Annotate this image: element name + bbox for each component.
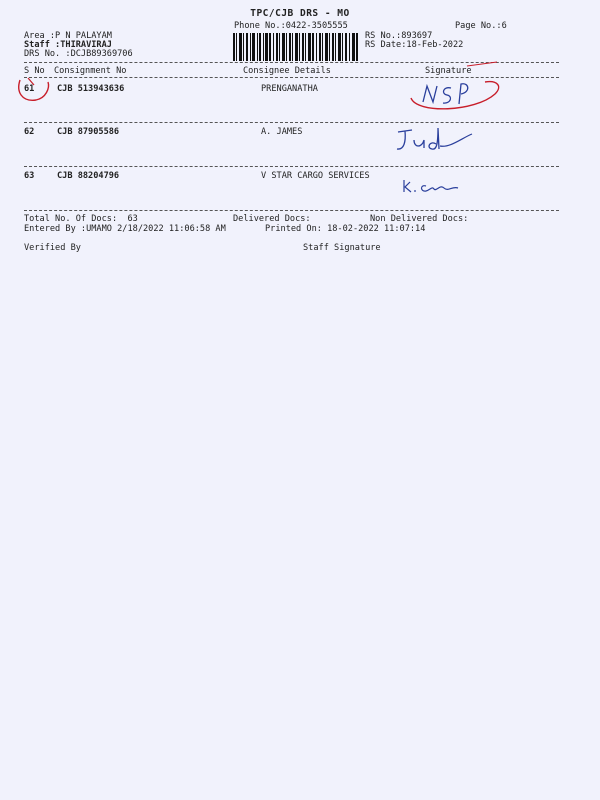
- row-sno: 62: [24, 127, 35, 137]
- signature-jud: [392, 122, 476, 158]
- page-number: Page No.:6: [455, 21, 507, 31]
- total-docs: Total No. Of Docs: 63: [24, 214, 138, 224]
- row-consignment: CJB 513943636: [57, 84, 125, 94]
- rs-number: RS No.:893697: [365, 31, 433, 41]
- row-consignee: PRENGANATHA: [261, 84, 318, 94]
- delivered-docs: Delivered Docs:: [233, 214, 311, 224]
- non-delivered-docs: Non Delivered Docs:: [370, 214, 469, 224]
- signature-nsp: [405, 58, 505, 116]
- staff-signature: Staff Signature: [303, 243, 381, 253]
- col-consignment: Consignment No: [54, 66, 127, 76]
- verified-by: Verified By: [24, 243, 81, 253]
- row-consignment: CJB 87905586: [57, 127, 120, 137]
- divider: [24, 122, 559, 123]
- col-signature: Signature: [425, 66, 472, 76]
- staff-label: Staff :THIRAVIRAJ: [24, 40, 112, 50]
- signature-kca: [400, 176, 464, 198]
- col-s-no: S No: [24, 66, 45, 76]
- printed-on: Printed On: 18-02-2022 11:07:14: [265, 224, 426, 234]
- row-consignee: A. JAMES: [261, 127, 303, 137]
- row-consignment: CJB 88204796: [57, 171, 120, 181]
- divider: [24, 166, 559, 167]
- barcode: [233, 33, 358, 61]
- document-title: TPC/CJB DRS - MO: [250, 8, 350, 19]
- rs-date: RS Date:18-Feb-2022: [365, 40, 464, 50]
- row-sno: 63: [24, 171, 35, 181]
- entered-by: Entered By :UMAMO 2/18/2022 11:06:58 AM: [24, 224, 226, 234]
- tick-mark: [14, 76, 58, 104]
- col-consignee: Consignee Details: [243, 66, 331, 76]
- row-consignee: V STAR CARGO SERVICES: [261, 171, 370, 181]
- drs-number: DRS No. :DCJB89369706: [24, 49, 133, 59]
- phone-number: Phone No.:0422-3505555: [234, 21, 348, 31]
- area-label: Area :P N PALAYAM: [24, 31, 112, 41]
- divider: [24, 210, 559, 211]
- row-sno: 61: [24, 84, 35, 94]
